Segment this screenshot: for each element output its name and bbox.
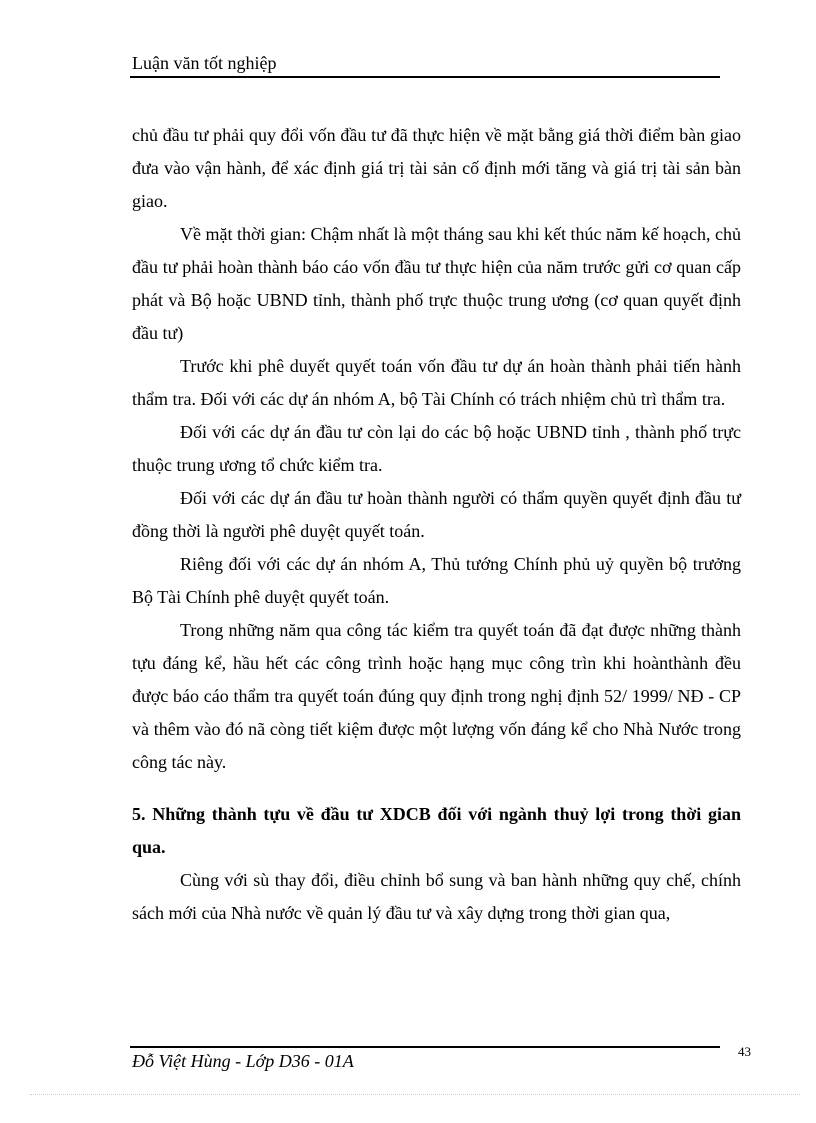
page-number: 43: [738, 1044, 751, 1059]
footer-rule: [130, 1046, 720, 1048]
header-title: Luận văn tốt nghiệp: [132, 53, 277, 73]
footer-author: Đỗ Việt Hùng - Lớp D36 - 01A: [132, 1051, 354, 1071]
paragraph-4: Đối với các dự án đầu tư còn lại do các bộ hoặc UBND tỉnh , thành phố trực thuộc trung ương tổ chức kiểm tra.: [132, 422, 741, 475]
body-text: [132, 119, 741, 930]
paragraph-6: Riêng đối với các dự án nhóm A, Thủ tướng Chính phủ uỷ quyền bộ trưởng Bộ Tài Chính phê duyệt quyết toán.: [132, 554, 741, 607]
paragraph-1: chủ đầu tư phải quy đổi vốn đầu tư đã thực hiện về mặt bằng giá thời điểm bàn giao đưa vào vận hành, để xác định giá trị tài sản cố định mới tăng và giá trị tài sản bàn giao.: [132, 125, 741, 211]
section-heading: 5. Những thành tựu về đầu tư XDCB đối với ngành thuỷ lợi trong thời gian qua.: [132, 804, 741, 857]
paragraph-5: Đối với các dự án đầu tư hoàn thành người có thẩm quyền quyết định đầu tư đồng thời là người phê duyệt quyết toán.: [132, 488, 741, 541]
paragraph-2: Về mặt thời gian: Chậm nhất là một tháng sau khi kết thúc năm kế hoạch, chủ đầu tư phải hoàn thành báo cáo vốn đầu tư thực hiện của năm trước gửi cơ quan cấp phát và Bộ hoặc UBND tỉnh, thành phố trực thuộc trung ương (cơ quan quyết định đầu tư): [132, 224, 741, 343]
paragraph-3: Trước khi phê duyết quyết toán vốn đầu tư dự án hoàn thành phải tiến hành thẩm tra. Đối với các dự án nhóm A, bộ Tài Chính có trách nhiệm chủ trì thẩm tra.: [132, 356, 741, 409]
paragraph-7: Trong những năm qua công tác kiểm tra quyết toán đã đạt được những thành tựu đáng kể, hầu hết các công trình hoặc hạng mục công trìn khi hoànthành đều được báo cáo thẩm tra quyết toán đúng quy định trong nghị định 52/ 1999/ NĐ - CP và thêm vào đó nã còng tiết kiệm được một lượng vốn đáng kể cho Nhà Nước trong công tác này.: [132, 620, 741, 772]
header-rule: [130, 76, 720, 78]
section-paragraph: Cùng với sù thay đổi, điều chỉnh bổ sung và ban hành những quy chế, chính sách mới của Nhà nước về quản lý đầu tư và xây dựng trong thời gian qua,: [132, 870, 741, 923]
page-edge-divider: [30, 1094, 800, 1095]
